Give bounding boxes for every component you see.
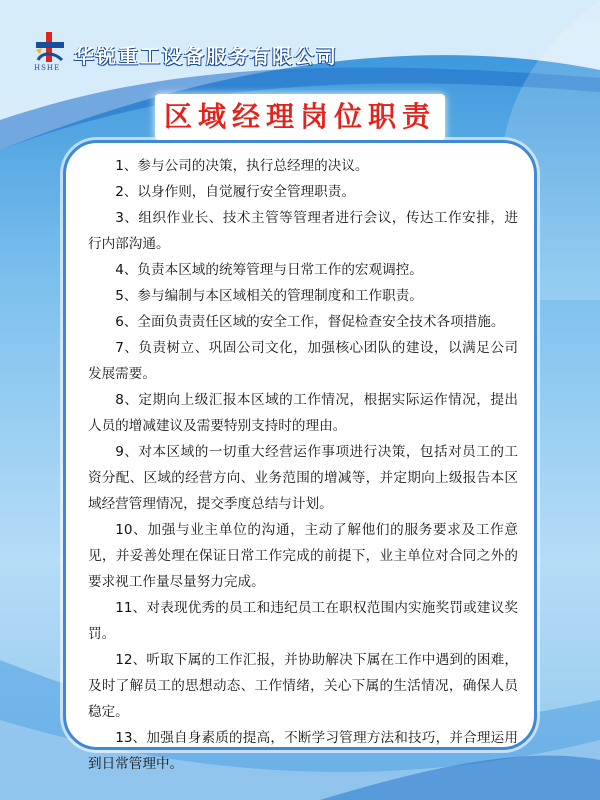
company-name: 华锐重工设备服务有限公司 xyxy=(74,44,338,68)
duty-item: 8、定期向上级汇报本区域的工作情况，根据实际运作情况，提出人员的增减建议及需要特别支持时的理由。 xyxy=(88,392,518,434)
duty-item: 11、对表现优秀的员工和违纪员工在职权范围内实施奖罚或建议奖罚。 xyxy=(88,600,518,642)
duty-item: 2、以身作则，自觉履行安全管理职责。 xyxy=(115,184,355,200)
duty-item: 3、组织作业长、技术主管等管理者进行会议，传达工作安排，进行内部沟通。 xyxy=(88,210,518,252)
page-title: 区域经理岗位职责 xyxy=(163,100,436,133)
title-banner xyxy=(155,94,445,140)
duties-list xyxy=(88,153,518,777)
duty-item: 10、加强与业主单位的沟通，主动了解他们的服务要求及工作意见，并妥善处理在保证日常工作完成的前提下，业主单位对合同之外的要求视工作量尽量努力完成。 xyxy=(88,522,518,590)
duties-panel xyxy=(63,140,537,772)
duty-item: 4、负责本区域的统筹管理与日常工作的宏观调控。 xyxy=(115,262,423,278)
duty-item: 13、加强自身素质的提高，不断学习管理方法和技巧，并合理运用到日常管理中。 xyxy=(88,730,518,772)
header xyxy=(0,0,600,72)
duty-item: 12、听取下属的工作汇报，并协助解决下属在工作中遇到的困难，及时了解员工的思想动态、工作情绪，关心下属的生活情况，确保人员稳定。 xyxy=(88,652,518,720)
duty-item: 1、参与公司的决策，执行总经理的决议。 xyxy=(115,158,369,174)
duty-item: 6、全面负责责任区域的安全工作，督促检查安全技术各项措施。 xyxy=(115,314,505,330)
logo-text: HSHE xyxy=(34,64,61,72)
duty-item: 9、对本区域的一切重大经营运作事项进行决策，包括对员工的工资分配、区域的经营方向、业务范围的增减等，并定期向上级报告本区域经营管理情况，提交季度总结与计划。 xyxy=(88,444,518,512)
duty-item: 7、负责树立、巩固公司文化，加强核心团队的建设，以满足公司发展需要。 xyxy=(88,340,518,382)
duty-item: 5、参与编制与本区域相关的管理制度和工作职责。 xyxy=(115,288,423,304)
